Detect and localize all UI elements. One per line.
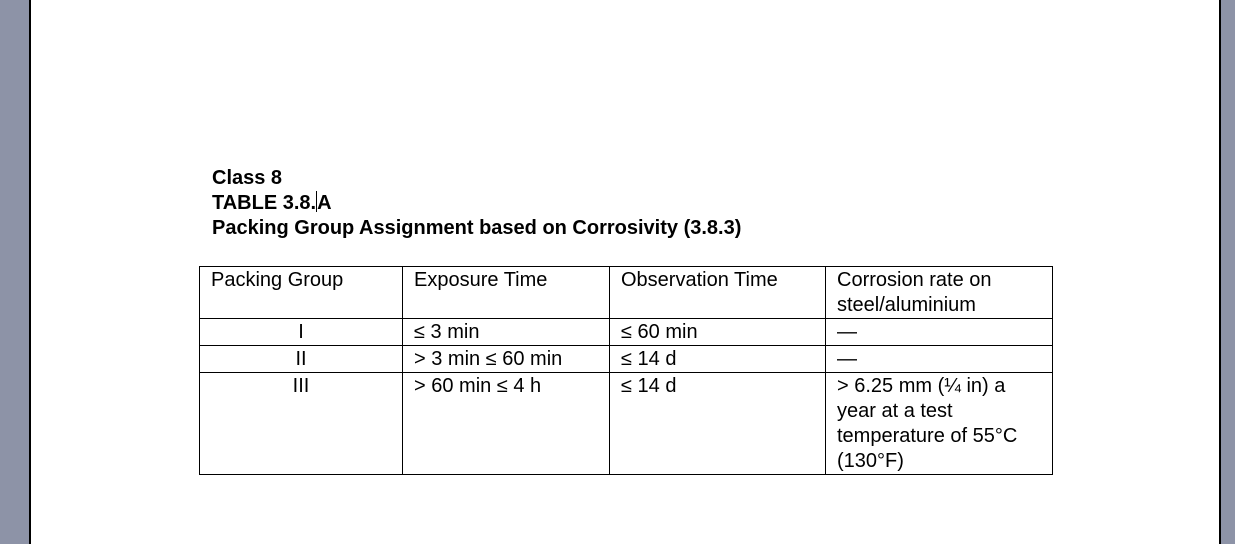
cell-packing-group: II [200, 346, 403, 373]
table-number-heading [212, 191, 332, 215]
cell-packing-group: I [200, 319, 403, 346]
header-cell-observation-time: Observation Time [610, 267, 826, 319]
cell-exposure-time: ≤ 3 min [403, 319, 610, 346]
cell-exposure-time: > 60 min ≤ 4 h [403, 373, 610, 475]
class-heading [212, 166, 282, 190]
table-title: Packing Group Assignment based on Corrosivity (3.8.3) [212, 217, 742, 239]
table-row [200, 346, 1053, 373]
header-cell-packing-group: Packing Group [200, 267, 403, 319]
table-row [200, 373, 1053, 475]
table-row [200, 319, 1053, 346]
workspace-margin [1223, 0, 1235, 544]
cell-packing-group: III [200, 373, 403, 475]
cell-observation-time: ≤ 14 d [610, 346, 826, 373]
table-title-heading [212, 216, 741, 240]
header-cell-corrosion-rate: Corrosion rate on steel/aluminium [826, 267, 1053, 319]
cell-corrosion-rate: — [826, 346, 1053, 373]
cell-observation-time: ≤ 60 min [610, 319, 826, 346]
document-page[interactable] [29, 0, 1221, 544]
class-label: Class 8 [212, 167, 283, 189]
cell-observation-time: ≤ 14 d [610, 373, 826, 475]
cell-exposure-time: > 3 min ≤ 60 min [403, 346, 610, 373]
table-header-row [200, 267, 1053, 319]
cell-corrosion-rate: — [826, 319, 1053, 346]
table-label-suffix: A [317, 192, 332, 214]
header-cell-exposure-time: Exposure Time [403, 267, 610, 319]
cell-corrosion-rate: > 6.25 mm (¼ in) a year at a test temperature of 55°C (130°F) [826, 373, 1053, 475]
table-label-prefix: TABLE 3.8. [212, 192, 317, 214]
packing-group-table [199, 266, 1053, 475]
